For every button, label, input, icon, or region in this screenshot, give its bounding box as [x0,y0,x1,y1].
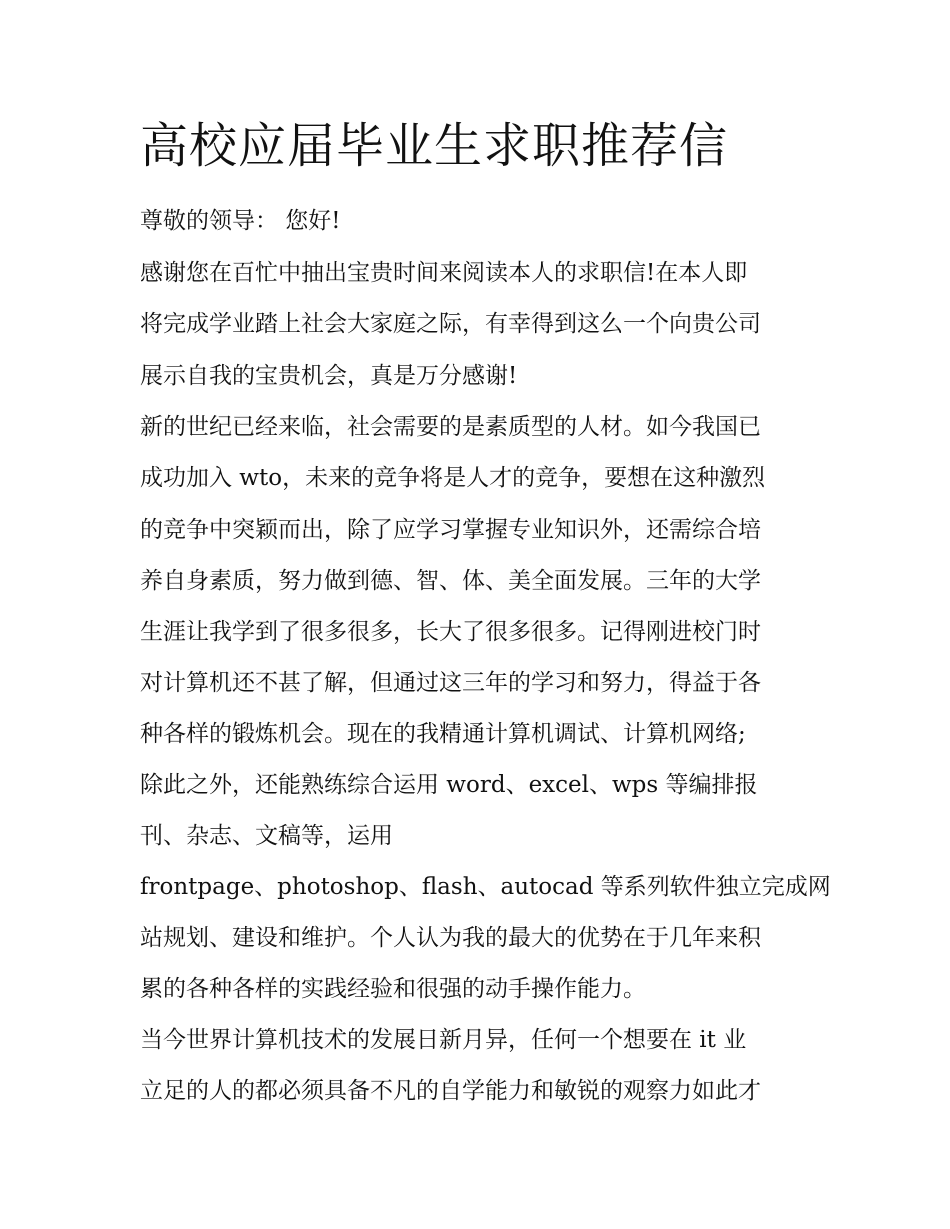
body-line: 展示自我的宝贵机会，真是万分感谢! [140,363,518,389]
body-line: 刊、杂志、文稿等，运用 [140,823,393,849]
body-line: 感谢您在百忙中抽出宝贵时间来阅读本人的求职信!在本人即 [140,260,748,286]
body-line: 立足的人的都必须具备不凡的自学能力和敏锐的观察力如此才 [140,1078,761,1104]
body-line: 除此之外，还能熟练综合运用 word、excel、wps 等编排报 [140,772,758,798]
body-line: 种各样的锻炼机会。现在的我精通计算机调试、计算机网络; [140,721,746,747]
body-line: 成功加入 wto，未来的竞争将是人才的竞争，要想在这种激烈 [140,465,766,491]
body-line: 站规划、建设和维护。个人认为我的最大的优势在于几年来积 [140,925,761,951]
document-title: 高校应届毕业生求职推荐信 [140,118,729,174]
body-line: 生涯让我学到了很多很多，长大了很多很多。记得刚进校门时 [140,619,761,645]
body-line: 的竞争中突颖而出，除了应学习掌握专业知识外，还需综合培 [140,517,761,543]
salutation-line: 尊敬的领导： 您好! [140,208,341,234]
body-line: 对计算机还不甚了解，但通过这三年的学习和努力，得益于各 [140,670,761,696]
body-line: 养自身素质，努力做到德、智、体、美全面发展。三年的大学 [140,568,761,594]
body-line: 将完成学业踏上社会大家庭之际，有幸得到这么一个向贵公司 [140,311,761,337]
body-line: frontpage、photoshop、flash、autocad 等系列软件独立完成网 [140,874,831,900]
body-line: 累的各种各样的实践经验和很强的动手操作能力。 [140,976,646,1002]
body-line: 新的世纪已经来临，社会需要的是素质型的人材。如今我国已 [140,414,761,440]
body-line: 当今世界计算机技术的发展日新月异，任何一个想要在 it 业 [140,1027,747,1053]
